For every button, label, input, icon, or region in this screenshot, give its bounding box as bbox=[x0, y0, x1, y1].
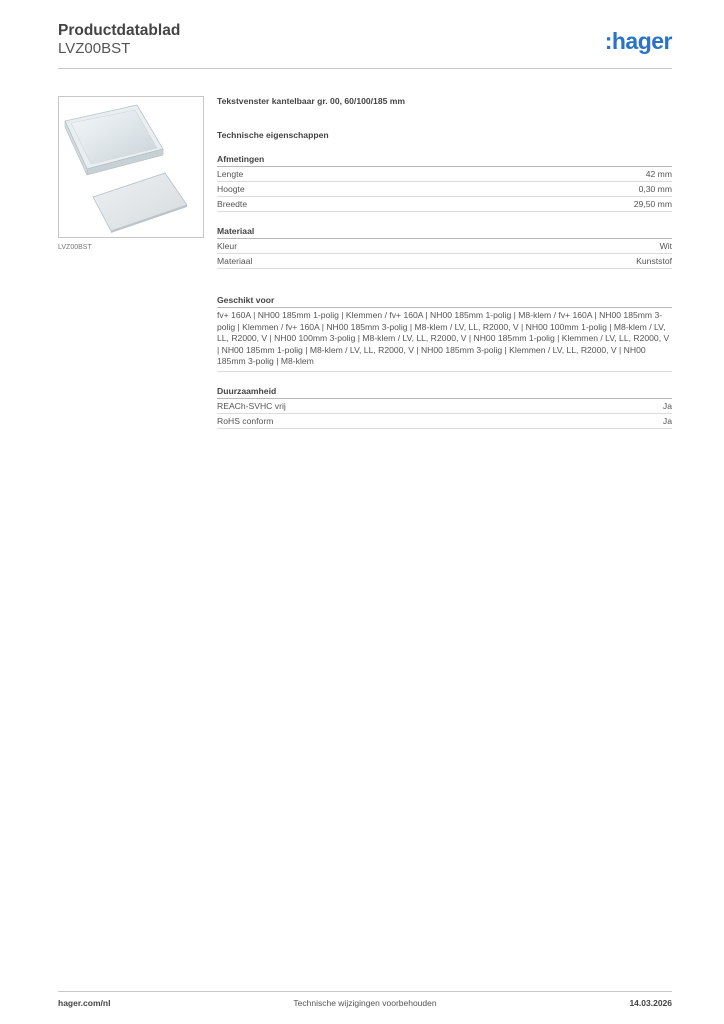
table-row bbox=[217, 254, 672, 269]
text-window-illustration bbox=[59, 97, 203, 237]
page-title: Productdatablad bbox=[58, 22, 181, 39]
row-value: 29,50 mm bbox=[633, 199, 672, 209]
row-value: Ja bbox=[662, 400, 672, 411]
table-row bbox=[217, 167, 672, 182]
hager-logo bbox=[605, 28, 672, 55]
row-label: Breedte bbox=[217, 199, 248, 209]
footer-divider bbox=[58, 991, 672, 992]
group-title-afmetingen: Afmetingen bbox=[217, 154, 672, 167]
table-row bbox=[217, 399, 672, 414]
logo-text: hager bbox=[611, 28, 672, 54]
header-divider bbox=[58, 68, 672, 69]
row-label: Lengte bbox=[217, 169, 244, 179]
row-label: Kleur bbox=[217, 241, 238, 251]
logo-dot: : bbox=[604, 28, 612, 54]
row-value: Wit bbox=[659, 241, 672, 251]
row-value: Kunststof bbox=[636, 256, 672, 266]
row-label: Hoogte bbox=[217, 184, 245, 194]
row-value: Ja bbox=[662, 415, 672, 426]
product-content bbox=[217, 96, 672, 429]
group-title-duurzaamheid: Duurzaamheid bbox=[217, 386, 672, 399]
table-row bbox=[217, 239, 672, 254]
section-title: Technische eigenschappen bbox=[217, 130, 329, 140]
product-description: Tekstvenster kantelbaar gr. 00, 60/100/185 mm bbox=[217, 96, 406, 106]
footer-date: 14.03.2026 bbox=[629, 998, 672, 1008]
row-label: RoHS conform bbox=[217, 415, 274, 426]
page-footer bbox=[58, 998, 672, 1010]
group-title-materiaal: Materiaal bbox=[217, 226, 672, 239]
table-row bbox=[217, 182, 672, 197]
product-image bbox=[58, 96, 204, 238]
row-value: 0,30 mm bbox=[638, 184, 672, 194]
row-label: Materiaal bbox=[217, 256, 253, 266]
row-value: 42 mm bbox=[645, 169, 672, 179]
row-label: REACh-SVHC vrij bbox=[217, 400, 286, 411]
compatibility-text: fv+ 160A | NH00 185mm 1-polig | Klemmen / fv+ 160A | NH00 185mm 1-polig | M8-klem / fv+ 160A | NH00 185mm 3-polig | Klemmen / fv+ 160A | NH00 185mm 3-polig | M8-klem / LV, LL, R2000, V | NH00 100mm 1-polig | M8-klem / LV, LL, R2000, V | NH00 100mm 3-polig | M8-klem / LV, LL, R2000, V | NH00 185mm 1-polig | Klemmen / LV, LL, R2000, V | NH00 185mm 1-polig | M8-klem / LV, LL, R2000, V | NH00 185mm 3-polig | Klemmen / LV, LL, R2000, V | NH00 185mm 3-polig | M8-klem bbox=[217, 308, 672, 372]
footer-disclaimer: Technische wijzigingen voorbehouden bbox=[293, 998, 437, 1008]
table-row bbox=[217, 414, 672, 429]
group-title-geschikt-voor: Geschikt voor bbox=[217, 295, 672, 308]
product-code: LVZ00BST bbox=[58, 40, 131, 57]
footer-website-link[interactable]: hager.com/nl bbox=[58, 998, 111, 1008]
table-row bbox=[217, 197, 672, 212]
page-header bbox=[58, 22, 672, 68]
image-caption: LVZ00BST bbox=[58, 244, 92, 251]
